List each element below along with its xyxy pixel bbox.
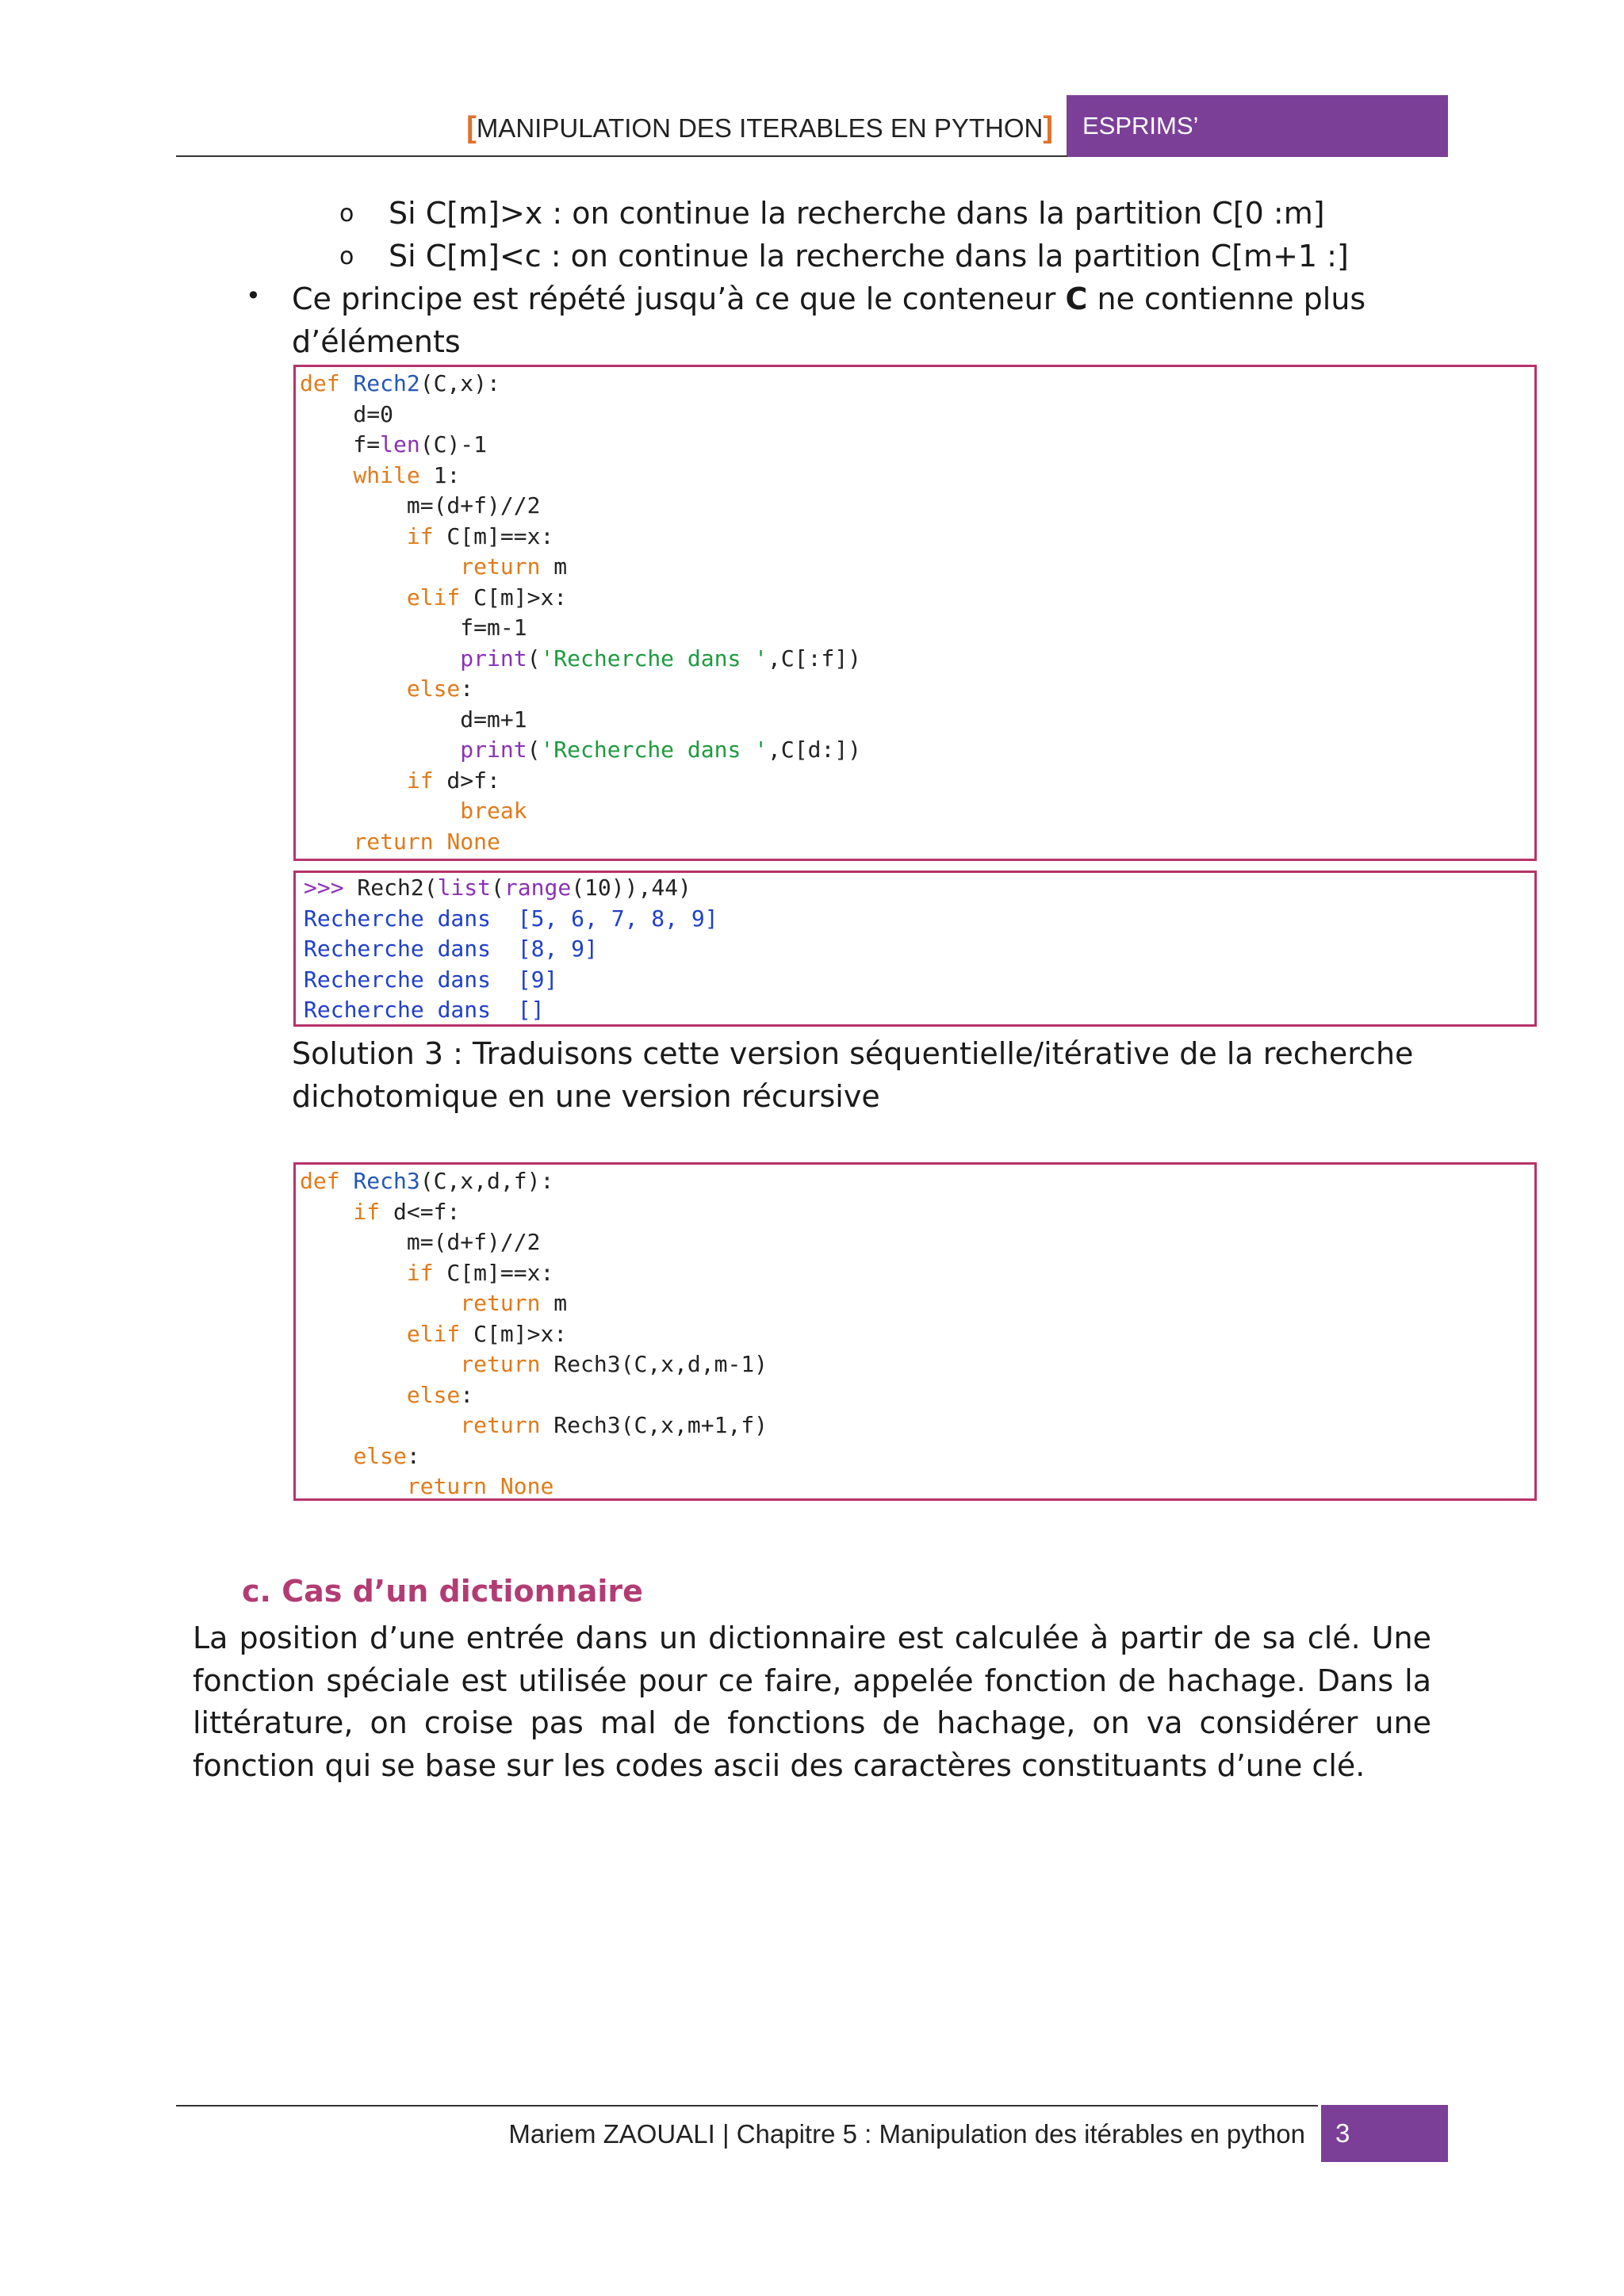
code-line: f=len(C)-1 <box>300 431 488 457</box>
header-title <box>466 111 1053 145</box>
code-line: else: <box>353 1442 420 1469</box>
code-rech2 <box>300 369 861 857</box>
code-line: m=(d+f)//2 <box>300 1229 541 1255</box>
code-line: m=(d+f)//2 <box>300 492 541 519</box>
code-line: Recherche dans [] <box>304 997 545 1023</box>
solution3-line1: Solution 3 : Traduisons cette version séquentielle/itérative de la recherche <box>292 1036 1414 1071</box>
code-box-rech2 <box>293 365 1537 861</box>
section-paragraph: La position d’une entrée dans un dictionnaire est calculée à partir de sa clé. Une fonction spéciale est utilisée pour ce faire, appelée fonction de hachage. Dans la littérature, on croise pas mal de fonctions de hachage, on va considérer une fonction qui se base sur les codes ascii des caractères constituants d’une clé. <box>193 1621 1431 1783</box>
page-number: 3 <box>1321 2105 1448 2162</box>
sub-bullet-1: Si C[m]>x : on continue la recherche dans la partition C[0 :m] <box>389 196 1325 231</box>
code-line: return m <box>460 1290 568 1316</box>
code-line: if C[m]==x: <box>406 1259 554 1286</box>
header-rule <box>176 155 1067 157</box>
code-line: d=0 <box>300 400 394 427</box>
code-line: elif C[m]>x: <box>406 584 568 610</box>
code-shell <box>304 873 718 1026</box>
footer-rule <box>176 2105 1318 2107</box>
code-line: break <box>460 798 527 824</box>
code-line: while 1: <box>353 461 461 488</box>
sub-bullet-2: Si C[m]<c : on continue la recherche dans la partition C[m+1 :] <box>389 239 1349 274</box>
page-footer <box>176 2105 1448 2164</box>
bullet-marker: • <box>246 281 261 311</box>
code-line: >>> Rech2(list(range(10)),44) <box>304 874 691 901</box>
code-line: def Rech3(C,x,d,f): <box>300 1168 554 1194</box>
code-line: else: <box>406 1381 474 1408</box>
code-line: return Rech3(C,x,d,m-1) <box>460 1351 768 1377</box>
code-line: print('Recherche dans ',C[:f]) <box>460 645 862 672</box>
header-bracket-open: [ <box>466 111 477 144</box>
code-line: if d>f: <box>406 767 500 794</box>
page-header <box>176 95 1448 157</box>
bullet-main-b: ne contienne plus <box>1087 281 1366 316</box>
bullet-main-bold: C <box>1065 281 1088 316</box>
code-box-shell <box>293 871 1537 1027</box>
code-line: Recherche dans [8, 9] <box>304 936 598 962</box>
section-heading: c. Cas d’un dictionnaire <box>242 1574 643 1609</box>
code-line: d=m+1 <box>300 706 527 733</box>
code-line: else: <box>406 675 474 702</box>
code-line: print('Recherche dans ',C[d:]) <box>460 737 862 763</box>
code-line: elif C[m]>x: <box>406 1320 568 1347</box>
code-line: return None <box>406 1473 554 1499</box>
code-line: def Rech2(C,x): <box>300 370 500 396</box>
code-line: return m <box>460 553 568 580</box>
solution3-line2: dichotomique en une version récursive <box>292 1079 880 1114</box>
footer-text: Mariem ZAOUALI | Chapitre 5 : Manipulation des itérables en python <box>508 2119 1305 2149</box>
header-tag: ESPRIMS’ <box>1067 95 1448 157</box>
code-line: if d<=f: <box>353 1198 461 1225</box>
code-line: return Rech3(C,x,m+1,f) <box>460 1412 768 1438</box>
code-line: Recherche dans [9] <box>304 966 558 993</box>
bullet-main-line2: d’éléments <box>292 324 461 359</box>
sub-bullet-marker: o <box>339 243 354 270</box>
code-line: Recherche dans [5, 6, 7, 8, 9] <box>304 905 718 932</box>
header-bracket-close: ] <box>1043 111 1053 144</box>
code-line: if C[m]==x: <box>406 522 554 549</box>
bullet-main-a: Ce principe est répété jusqu’à ce que le conteneur <box>292 281 1066 316</box>
sub-bullet-marker: o <box>339 200 354 228</box>
code-box-rech3 <box>293 1162 1537 1501</box>
code-line: f=m-1 <box>300 614 527 641</box>
code-rech3 <box>300 1166 768 1501</box>
header-title-text: MANIPULATION DES ITERABLES EN PYTHON <box>476 113 1044 143</box>
bullet-main-line1 <box>292 277 1365 320</box>
code-line: return None <box>353 828 500 855</box>
